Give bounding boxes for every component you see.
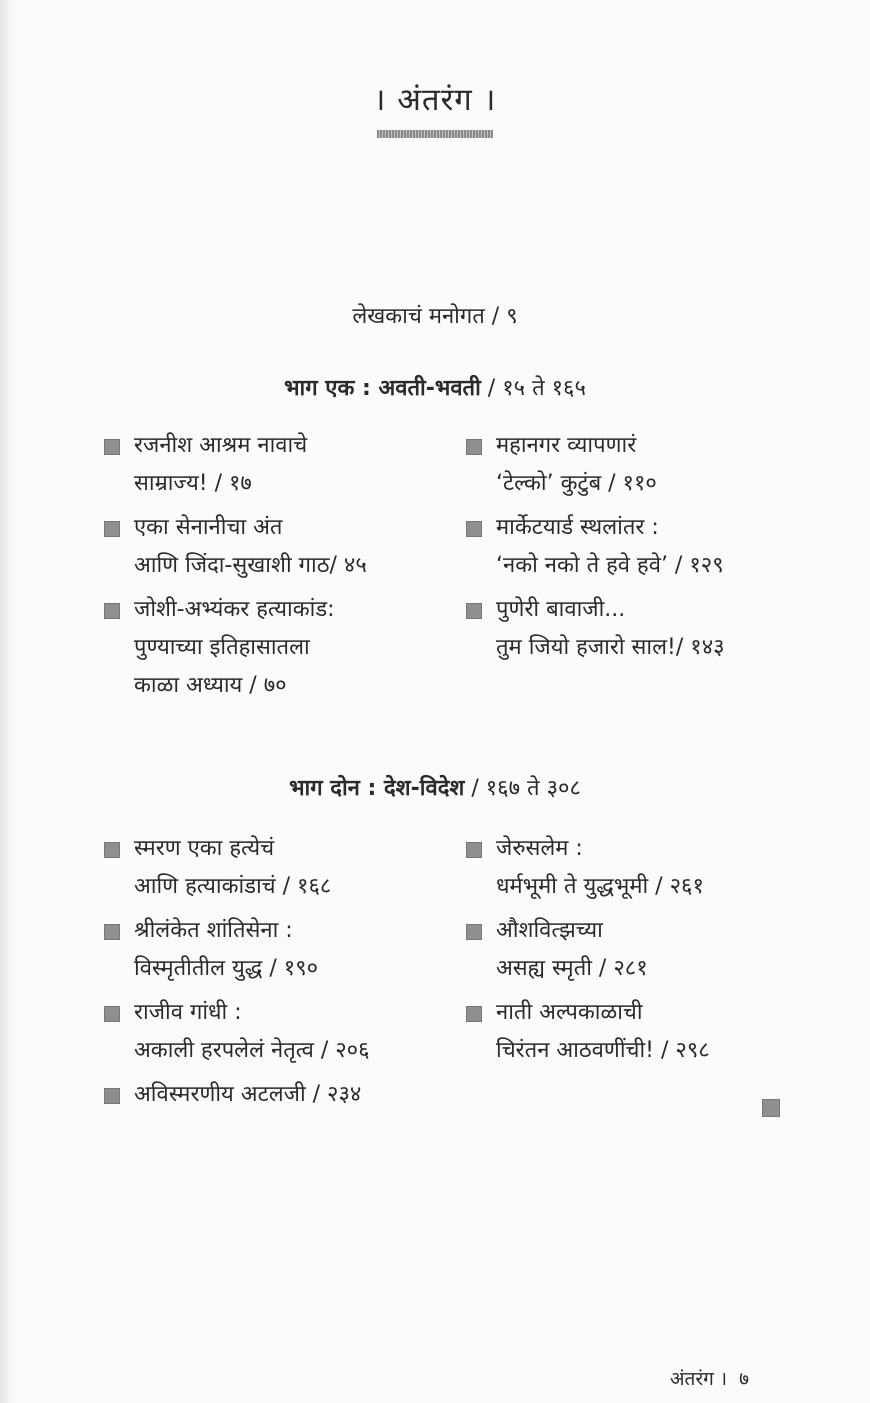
toc-entry-line: अविस्मरणीय अटलजी / २३४: [134, 1082, 362, 1107]
toc-entry: [462, 427, 822, 503]
page-title-block: [0, 78, 870, 138]
square-bullet-icon: [104, 603, 120, 619]
part-one-range: / १५ ते १६५: [480, 376, 586, 401]
footer-label: अंतरंग ।: [670, 1368, 728, 1390]
toc-entry-line: रजनीश आश्रम नावाचे: [134, 433, 308, 458]
toc-entry-line: जोशी-अभ्यंकर हत्याकांड:: [134, 597, 335, 622]
toc-entry: [100, 591, 460, 705]
square-bullet-icon: [104, 924, 120, 940]
square-bullet-icon: [104, 842, 120, 858]
toc-entry-line: साम्राज्य! / १७: [134, 471, 252, 496]
square-bullet-icon: [466, 1006, 482, 1022]
toc-entry-line: ‘टेल्को’ कुटुंब / ११०: [496, 471, 657, 496]
toc-entry-line: विस्मृतीतील युद्ध / १९०: [134, 956, 319, 981]
page-footer: [670, 1365, 755, 1391]
part-two-range: / १६७ ते ३०८: [464, 776, 581, 801]
toc-entry-line: राजीव गांधी :: [134, 1000, 242, 1025]
toc-entry-line: मार्केटयार्ड स्थलांतर :: [496, 515, 659, 540]
square-bullet-icon: [466, 439, 482, 455]
end-bullet-mark: [762, 1099, 780, 1117]
toc-entry-line: जेरुसलेम :: [496, 836, 583, 861]
toc-entry-line: असह्य स्मृती / २८१: [496, 956, 648, 981]
toc-entry-line: महानगर व्यापणारं: [496, 433, 637, 458]
part-one-title: भाग एक : अवती-भवती: [284, 376, 481, 401]
toc-entry-line: स्मरण एका हत्येचं: [134, 836, 275, 861]
square-bullet-icon: [466, 521, 482, 537]
square-bullet-icon: [466, 924, 482, 940]
square-bullet-icon: [466, 603, 482, 619]
toc-entry-line: धर्मभूमी ते युद्धभूमी / २६१: [496, 874, 704, 899]
page-title: । अंतरंग ।: [373, 82, 497, 118]
toc-entry-line: औशवित्झच्या: [496, 918, 603, 943]
toc-entry: [100, 912, 460, 988]
title-underline: [377, 130, 493, 138]
part-two-heading: [0, 772, 870, 802]
toc-entry: [100, 994, 460, 1070]
page-edge: [0, 0, 18, 1403]
toc-entry-line: काळा अध्याय / ७०: [134, 673, 287, 698]
toc-entry: [462, 509, 822, 585]
toc-entry-line: श्रीलंकेत शांतिसेना :: [134, 918, 293, 943]
toc-entry-line: पुण्याच्या इतिहासातला: [134, 635, 310, 660]
square-bullet-icon: [104, 1006, 120, 1022]
square-bullet-icon: [466, 842, 482, 858]
square-bullet-icon: [104, 521, 120, 537]
toc-entry: [100, 1076, 460, 1114]
toc-entry-line: तुम जियो हजारो साल!/ १४३: [496, 635, 725, 660]
toc-entry-line: पुणेरी बावाजी...: [496, 597, 626, 622]
toc-entry-line: आणि हत्याकांडाचं / १६८: [134, 874, 332, 899]
part-two-right-column: [462, 830, 822, 1070]
toc-entry-line: नाती अल्पकाळाची: [496, 1000, 643, 1025]
toc-entry: [462, 994, 822, 1070]
part-one-heading: [0, 372, 870, 402]
part-one-left-column: [100, 427, 460, 705]
page-number: ७: [739, 1368, 749, 1390]
toc-entry-line: ‘नको नको ते हवे हवे’ / १२९: [496, 553, 724, 578]
toc-entry: [462, 912, 822, 988]
toc-entry-line: अकाली हरपलेलं नेतृत्व / २०६: [134, 1038, 370, 1063]
toc-entry: [462, 591, 822, 667]
part-two-title: भाग दोन : देश-विदेश: [289, 776, 465, 801]
toc-entry-line: एका सेनानीचा अंत: [134, 515, 283, 540]
toc-entry-line: चिरंतन आठवणींची! / २९८: [496, 1038, 710, 1063]
square-bullet-icon: [104, 439, 120, 455]
part-one-right-column: [462, 427, 822, 667]
preface-entry: लेखकाचं मनोगत / ९: [352, 304, 518, 329]
toc-entry: [100, 830, 460, 906]
toc-entry: [462, 830, 822, 906]
part-two-left-column: [100, 830, 460, 1114]
square-bullet-icon: [104, 1088, 120, 1104]
toc-entry-line: आणि जिंदा-सुखाशी गाठ/ ४५: [134, 553, 367, 578]
toc-entry: [100, 509, 460, 585]
toc-entry: [100, 427, 460, 503]
